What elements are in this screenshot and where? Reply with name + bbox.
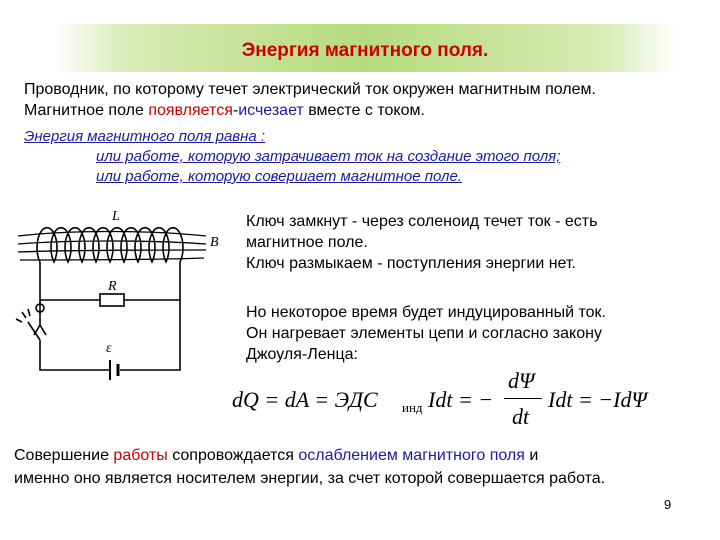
formula-subscript: инд	[402, 400, 423, 415]
desc-line-2: магнитное поле.	[246, 234, 368, 251]
desc-line-6: Джоуля-Ленца:	[246, 346, 358, 363]
switch	[16, 304, 46, 340]
fraction-bar	[504, 398, 542, 399]
formula-lhs: dQ = dA = ЭДС	[232, 387, 378, 412]
intro-text-b: вместе с током.	[303, 102, 425, 119]
energy-heading: Энергия магнитного поля равна :	[24, 128, 266, 145]
disappears-word: исчезает	[238, 102, 304, 119]
label-L: L	[112, 209, 120, 224]
formula-denominator: dt	[512, 404, 530, 429]
energy-item-2: или работе, которую совершает магнитное поле.	[96, 168, 462, 185]
formula-rhs: Idt = −IdΨ	[548, 387, 647, 412]
label-R: R	[108, 279, 117, 294]
intro-line-1: Проводник, по которому течет электрический ток окружен магнитным полем.	[24, 81, 596, 98]
formula-mid: Idt = −	[428, 387, 494, 412]
energy-definition	[24, 127, 560, 187]
weakening-phrase: ослаблением магнитного поля	[298, 447, 525, 464]
intro-text-a: Магнитное поле	[24, 102, 149, 119]
dash: -	[232, 102, 239, 119]
title-bar	[54, 24, 676, 72]
battery	[110, 360, 118, 380]
appears-word: появляется	[148, 102, 233, 119]
desc-line-1: Ключ замкнут - через соленоид течет ток - есть	[246, 213, 598, 230]
slide-title: Энергия магнитного поля.	[241, 40, 489, 61]
conclusion-text	[14, 444, 605, 490]
label-E: ε	[106, 341, 112, 356]
desc-line-3: Ключ размыкаем - поступления энергии нет.	[246, 255, 576, 272]
conclusion-line-2: именно оно является носителем энергии, за счет которой совершается работа.	[14, 470, 606, 487]
circuit-diagram	[0, 200, 240, 390]
conclusion-text-b: сопровождается	[167, 447, 299, 464]
conclusion-text-a: Совершение	[14, 447, 114, 464]
page-number: 9	[664, 497, 672, 512]
energy-item-1: или работе, которую затрачивает ток на создание этого поля;	[96, 148, 561, 165]
formula-numerator: dΨ	[508, 368, 535, 393]
label-B: B	[210, 235, 219, 250]
switch-description	[246, 211, 597, 274]
resistor	[100, 294, 124, 306]
intro-text	[24, 79, 596, 121]
induced-current-description	[246, 302, 606, 365]
desc-line-4: Но некоторое время будет индуцированный ток.	[246, 304, 606, 321]
intro-line-2	[24, 100, 596, 121]
conclusion-line-1	[14, 444, 605, 467]
conclusion-text-c: и	[524, 447, 539, 464]
work-word: работы	[113, 447, 168, 464]
desc-line-5: Он нагревает элементы цепи и согласно закону	[246, 325, 602, 342]
